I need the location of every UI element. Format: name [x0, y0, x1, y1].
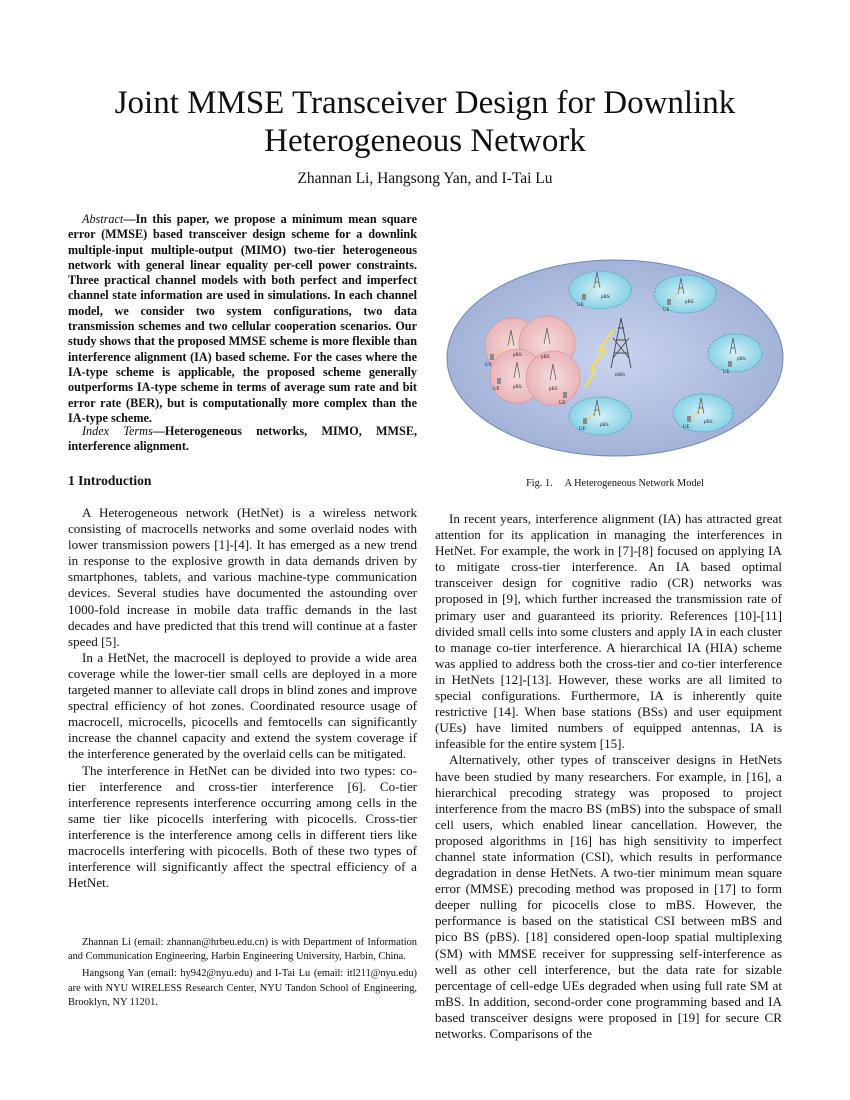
- index-terms: Index Terms—Heterogeneous networks, MIMO, MMSE, interference alignment.: [68, 424, 417, 454]
- paragraph: The interference in HetNet can be divided into two types: co-tier interference and cross-tier interference [6]. Co-tier interference represents interference occurring among cells in the same tier like picocells interfering with picocells. Cross-tier interference is the interference among cells in different tiers like macrocells interfering with picocells. Both of these two types of interference will significantly affect the spectral efficiency of a HetNet.: [68, 762, 417, 891]
- index-terms-label: Index Terms: [82, 424, 153, 438]
- abstract-text: In this paper, we propose a minimum mean square error (MMSE) based transceiver design scheme for a downlink multiple-input multiple-output (MIMO) two-tier heterogeneous network with general linear equality per-cell power constraints. Three practical channel models with both perfect and imperfect channel state information are used in simulations. In each channel model, we consider two system configurations, two data transmission schemes and two cellular cooperation scenarios. Our study shows that the proposed MMSE scheme is more flexible than interference alignment (IA) based scheme. For the cases where the IA-type scheme is applicable, the proposed scheme generally outperforms IA-type scheme in terms of average sum rate and bit error rate (BER), but is computationally more complex than the IA-type scheme.: [68, 212, 417, 425]
- author-list: Zhannan Li, Hangsong Yan, and I-Tai Lu: [297, 170, 553, 187]
- svg-text:UE: UE: [577, 303, 584, 308]
- paragraph: A Heterogeneous network (HetNet) is a wireless network consisting of macrocells networks and some overlaid nodes with lower transmission powers [1]-[4]. It has emerged as a new trend in response to the explosive growth in data demands driven by smartphones, tablets, and various machine-type communication devices. Several studies have documented the astounding over 1000-fold increase in mobile data traffic demands in the last decades and have predicted that this trend will continue at a faster speed [5].: [68, 505, 417, 649]
- abstract: Abstract—In this paper, we propose a minimum mean square error (MMSE) based transceiver design scheme for a downlink multiple-input multiple-output (MIMO) two-tier heterogeneous network with general linear equality per-cell power constraints. Three practical channel models with both perfect and imperfect channel state information are used in simulations. In each channel model, we consider two system configurations, two data transmission schemes and two cellular cooperation scenarios. Our study shows that the proposed MMSE scheme is more flexible than interference alignment (IA) based scheme. For the cases where the IA-type scheme is applicable, the proposed scheme generally outperforms IA-type scheme in terms of average sum rate and bit error rate (BER), but is computationally more complex than the IA-type scheme.: [68, 212, 417, 425]
- hetnet-figure: [445, 258, 785, 458]
- footnote-item: Zhannan Li (email: zhannan@hrbeu.edu.cn) is with Department of Information and Communication Engineering, Harbin Engineering University, Harbin, China.: [68, 937, 417, 963]
- svg-text:pBS: pBS: [513, 353, 522, 358]
- svg-text:pBS: pBS: [601, 295, 610, 300]
- index-terms-text: Heterogeneous networks, MIMO, MMSE, interference alignment.: [68, 424, 417, 454]
- svg-text:UE: UE: [723, 370, 730, 375]
- svg-text:UE: UE: [579, 427, 586, 432]
- svg-text:pBS: pBS: [600, 423, 609, 428]
- paragraph: Alternatively, other types of transceiver designs in HetNets have been studied by many researchers. For example, in [16], a hierarchical precoding strategy was proposed to project interference from the macro BS (mBS) into the subspace of small cell users, which enabled linear cancellation. However, the proposed algorithms in [16] has high sensitivity to imperfect channel state information (CSI), which results in performance degradation in dense HetNets. A two-tier minimum mean square error (MMSE) precoding method was proposed in [17] to form deeper nulling for picocells close to mBS. However, the performance is based on the statistical CSI between mBS and pico BS (pBS). [18] considered open-loop spatial multiplexing (SM) with MMSE receiver for suppressing self-interference as well as other cell interference, but the data rate for sizable percentage of cell-edge UEs degraded when using full rate SM at mBS. In addition, second-order cone programming based and IA based transceiver designs were proposed in [19] for secure CR networks. Comparisons of the: [435, 752, 782, 1041]
- figure-caption-text: A Heterogeneous Network Model: [564, 478, 704, 489]
- svg-text:mBS: mBS: [615, 373, 626, 378]
- svg-text:UE: UE: [485, 363, 492, 368]
- svg-text:pBS: pBS: [513, 385, 522, 390]
- svg-text:pBS: pBS: [685, 300, 694, 305]
- svg-text:UE: UE: [663, 308, 670, 313]
- paragraph: In a HetNet, the macrocell is deployed to provide a wide area coverage while the lower-tier small cells are deployed in a more targeted manner to alleviate call drops in blind zones and improve spectral efficiency of hot zones. Coordinated resource usage of macrocell, microcells, picocells and femtocells can significantly increase the channel capacity and extend the system coverage if the interference generated by the overlaid cells can be mitigated.: [68, 649, 417, 762]
- figure-caption: [440, 478, 790, 489]
- right-column-body: [435, 511, 782, 1042]
- abstract-label: Abstract: [82, 212, 124, 226]
- paper-title: Joint MMSE Transceiver Design for Downlink Heterogeneous Network: [114, 85, 736, 159]
- svg-text:UE: UE: [559, 401, 566, 406]
- svg-text:pBS: pBS: [549, 387, 558, 392]
- footnote-item: Hangsong Yan (email: hy942@nyu.edu) and I-Tai Lu (email: itl211@nyu.edu) are with NYU WIRELESS Research Center, NYU Tandon School of Engineering, Brooklyn, NY 11201.: [68, 968, 417, 1008]
- svg-text:UE: UE: [683, 425, 690, 430]
- section-heading: 1 Introduction: [68, 473, 152, 488]
- svg-text:UE: UE: [493, 387, 500, 392]
- intro-body: [68, 505, 417, 891]
- figure-number: Fig. 1.: [526, 478, 553, 489]
- footnote: [68, 936, 417, 1013]
- svg-text:pBS: pBS: [704, 420, 713, 425]
- svg-text:pBS: pBS: [541, 355, 550, 360]
- paragraph: In recent years, interference alignment (IA) has attracted great attention for its application in managing the interferences in HetNet. For example, the work in [7]-[8] focused on applying IA to mitigate cross-tier interference. An IA based optimal transceiver design for cognitive radio (CR) networks was proposed in [9], which further increased the transmission rate of primary user and guaranteed its priority. References [10]-[11] divided small cells into some clusters and apply IA in each cluster to manage co-tier interference. A hierarchical IA (HIA) scheme was applied to address both the cross-tier and co-tier interference in HetNets [12]-[13]. However, these works are all limited to special configurations. Furthermore, IA is inherently quite restrictive [14]. When base stations (BSs) and user equipment (UEs) have limited numbers of equipped antennas, IA is infeasible for the entire system [15].: [435, 511, 782, 752]
- svg-text:pBS: pBS: [737, 357, 746, 362]
